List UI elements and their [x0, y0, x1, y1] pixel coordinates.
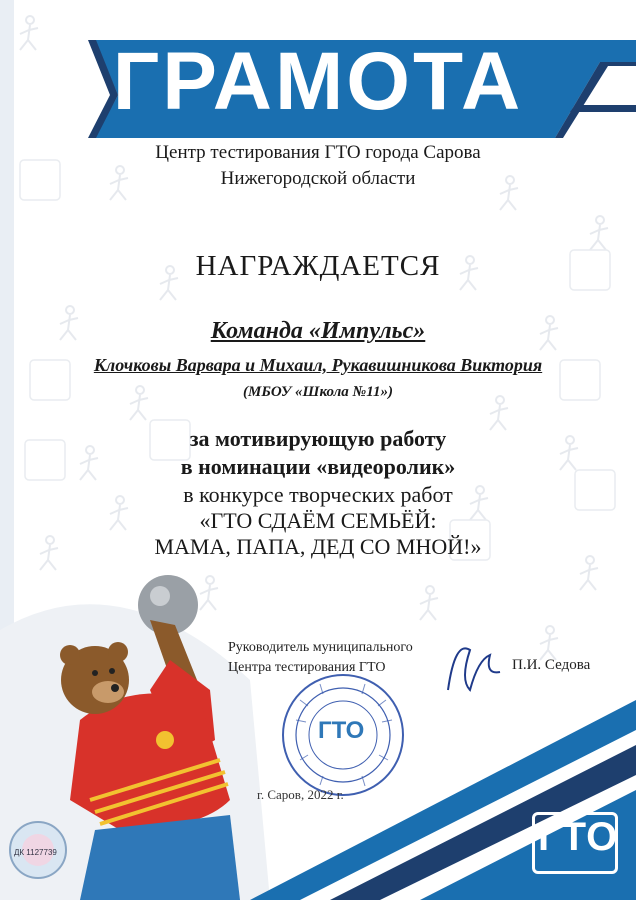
- signer-position-2: Центра тестирования ГТО: [228, 660, 386, 675]
- reason-line-1: за мотивирующую работу: [189, 426, 447, 451]
- team-name: Команда «Импульс»: [210, 318, 426, 344]
- school-name: (МБОУ «Школа №11»): [243, 384, 393, 400]
- contest-line-2: МАМА, ПАПА, ДЕД СО МНОЙ!»: [154, 534, 482, 559]
- gto-logo: ГТО: [538, 815, 619, 859]
- award-heading: НАГРАЖДАЕТСЯ: [195, 250, 441, 282]
- signer-name: П.И. Седова: [512, 657, 591, 673]
- certificate-title: ГРАМОТА: [112, 36, 524, 127]
- badge-code: ДК 1127739: [14, 848, 57, 857]
- team-members: Клочковы Варвара и Михаил, Рукавишникова Виктория: [93, 355, 543, 375]
- org-line-1: Центр тестирования ГТО города Сарова: [155, 142, 481, 163]
- contest-line-1: «ГТО СДАЁМ СЕМЬЁЙ:: [199, 508, 437, 533]
- org-line-2: Нижегородской области: [220, 168, 416, 189]
- stamp-logo-text: ГТО: [318, 717, 365, 744]
- reason-line-2: в номинации «видеоролик»: [180, 454, 456, 479]
- signer-position-1: Руководитель муниципального: [228, 640, 413, 655]
- city-date: г. Саров, 2022 г.: [257, 787, 344, 802]
- reason-line-3: в конкурсе творческих работ: [183, 482, 453, 507]
